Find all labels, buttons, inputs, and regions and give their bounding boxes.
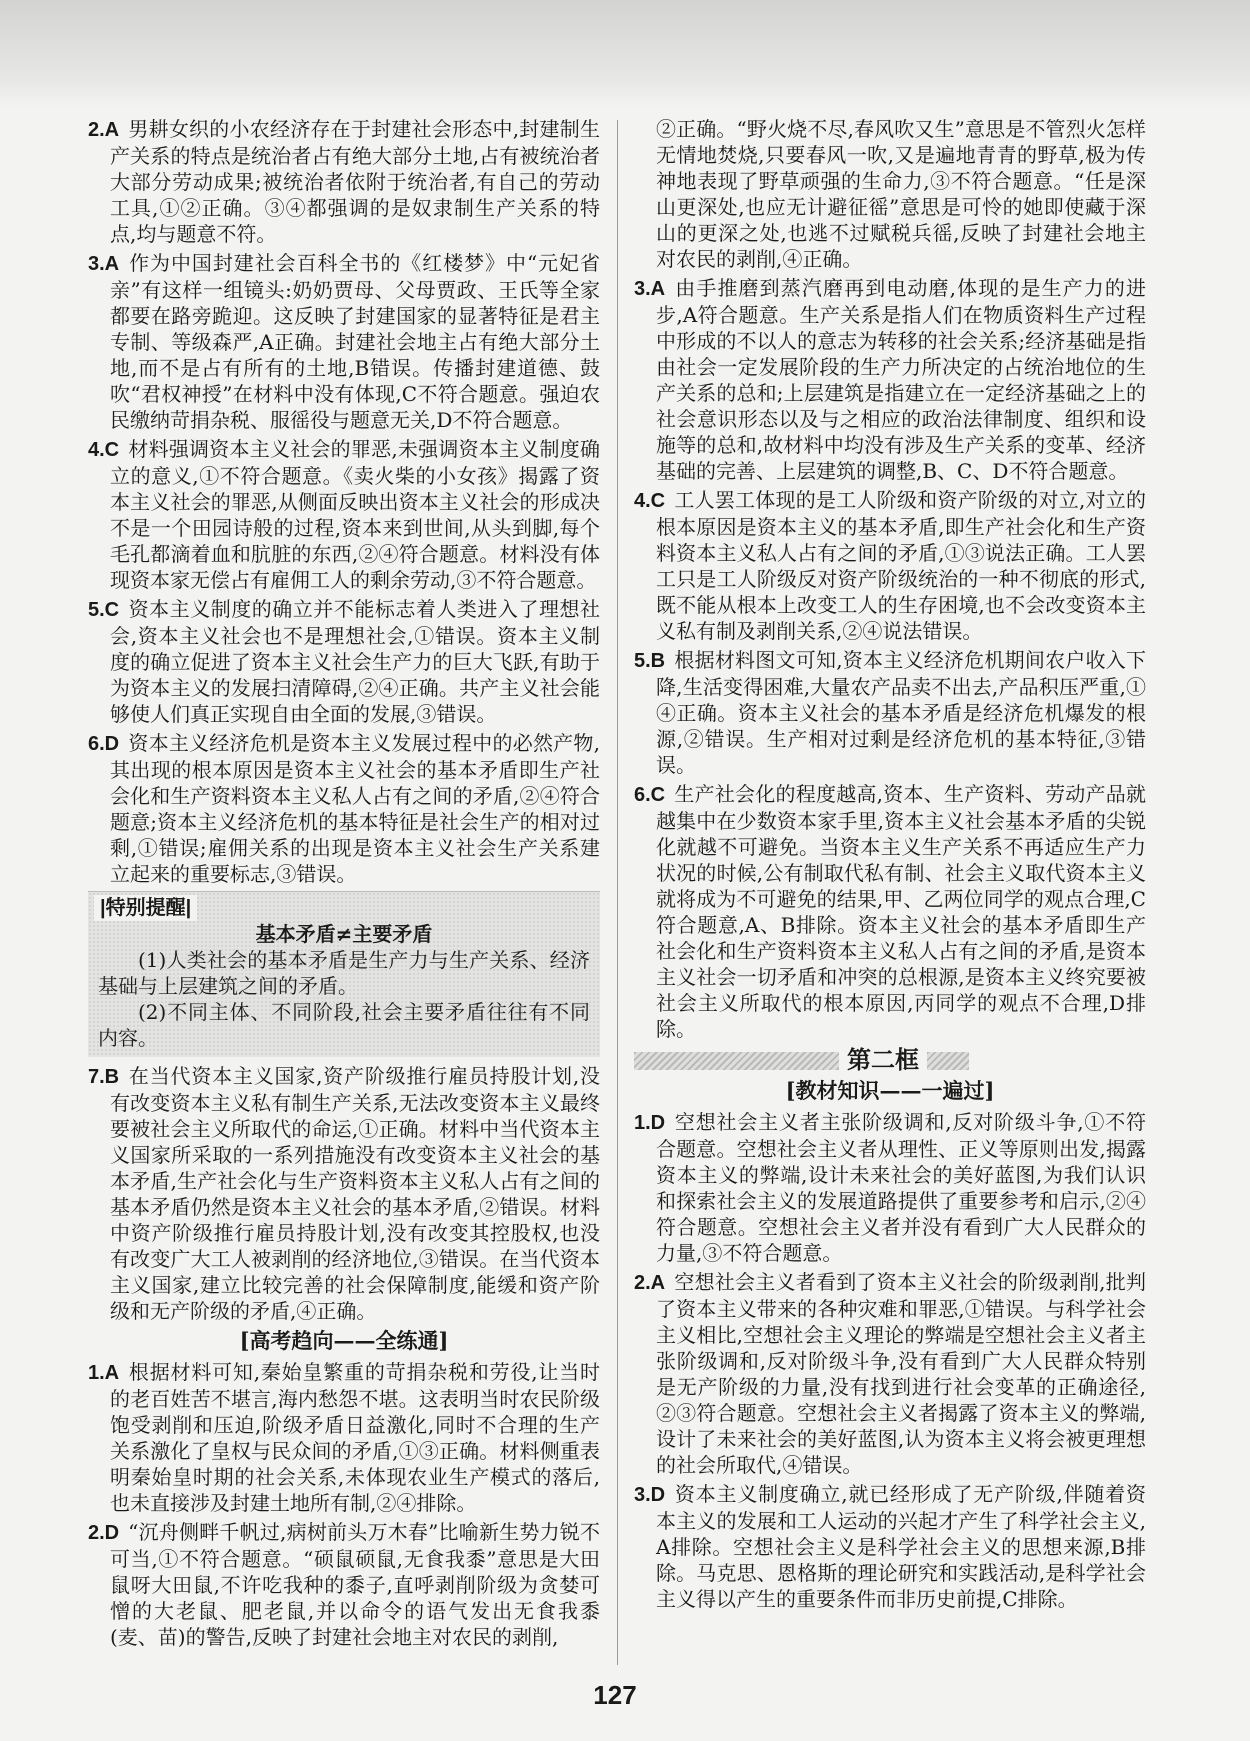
answer-label: 3.D [634,1484,666,1506]
answer-item [88,596,600,727]
answer-text: 根据材料图文可知,资本主义经济危机期间农户收入下降,生活变得困难,大量农产品卖不出去,产品积压严重,①④正确。资本主义社会的基本矛盾是经济危机爆发的根源,②错误。生产相对过剩是经济危机的基本特征,③错误。 [656,648,1146,777]
answer-item [634,781,1146,1042]
answer-item [88,436,600,593]
answer-text: 空想社会主义者主张阶级调和,反对阶级斗争,①不符合题意。空想社会主义者从理性、正义等原则出发,揭露资本主义的弊端,设计未来社会的美好蓝图,为我们认识和探索社会主义的发展道路提供了重要参考和启示,②④符合题意。空想社会主义者并没有看到广大人民群众的力量,③不符合题意。 [656,1110,1146,1265]
section-title-gaokao: [高考趋向——全练通] [239,1328,449,1353]
answer-item [634,1481,1146,1612]
answer-label: 4.C [634,490,666,512]
answer-continuation: ②正确。“野火烧不尽,春风吹又生”意思是不管烈火怎样无情地焚烧,只要春风一吹,又是遍地青青的野草,极为传神地表现了野草顽强的生命力,③不符合题意。“任是深山更深处,也应无计避征徭”意思是可怜的她即使藏于深山的更深之处,也逃不过赋税兵徭,反映了封建社会地主对农民的剥削,④正确。 [656,117,1146,271]
answer-text: 资本主义经济危机是资本主义发展过程中的必然产物,其出现的根本原因是资本主义社会的基本矛盾即生产社会化和生产资料资本主义私人占有之间的矛盾,②④符合题意;资本主义经济危机的基本特征是社会生产的相对过剩,①错误;雇佣关系的出现是资本主义社会生产关系建立起来的重要标志,③错误。 [110,731,600,886]
answer-item [88,116,600,247]
answer-text: 根据材料可知,秦始皇繁重的苛捐杂税和劳役,让当时的老百姓苦不堪言,海内愁怨不堪。这表明当时农民阶级饱受剥削和压迫,阶级矛盾日益激化,同时不合理的生产关系激化了皇权与民众间的矛盾,①③正确。材料侧重表明秦始皇时期的社会关系,未体现农业生产模式的落后,也未直接涉及封建土地所有制,②④排除。 [110,1360,600,1515]
answer-text: 由手推磨到蒸汽磨再到电动磨,体现的是生产力的进步,A符合题意。生产关系是指人们在物质资料生产过程中形成的不以人的意志为转移的社会关系;经济基础是指由社会一定发展阶段的生产力所决定的占统治地位的生产关系的总和;上层建筑是指建立在一定经济基础之上的社会意识形态以及与之相应的政治法律制度、组织和设施等的总和,故材料中均没有涉及生产关系的变革、经济基础的完善、上层建筑的调整,B、C、D不符合题意。 [656,276,1146,483]
answer-item [88,1519,600,1650]
scan-top-shadow [0,0,1250,108]
answer-item [634,647,1146,778]
answer-label: 2.A [88,119,120,141]
answer-item [634,1109,1146,1266]
answer-label: 5.B [634,650,666,672]
special-reminder-title: 基本矛盾≠主要矛盾 [255,922,433,946]
left-column [88,116,600,1653]
column-divider [617,120,618,1665]
answer-label: 3.A [88,253,120,275]
answer-item [634,487,1146,644]
frame-header-bar [927,1052,969,1070]
frame-header-bar [634,1052,839,1070]
answer-label: 1.D [634,1112,666,1134]
answer-item [88,1063,600,1324]
answer-label: 1.A [88,1362,120,1384]
answer-label: 2.A [634,1272,666,1294]
special-reminder-tag: |特别提醒| [94,895,197,921]
answer-label: 7.B [88,1066,120,1088]
special-reminder-box [88,891,600,1057]
answer-label: 4.C [88,439,120,461]
answer-item [88,250,600,433]
answer-text: 作为中国封建社会百科全书的《红楼梦》中“元妃省亲”有这样一组镜头:奶奶贾母、父母贾政、王氏等全家都要在路旁跪迎。这反映了封建国家的显著特征是君主专制、等级森严,A正确。封建社会地主占有绝大部分土地,而不是占有所有的土地,B错误。传播封建道德、鼓吹“君权神授”在材料中没有体现,C不符合题意。强迫农民缴纳苛捐杂税、服徭役与题意无关,D不符合题意。 [110,251,600,432]
answer-label: 6.D [88,733,120,755]
answer-item [634,1269,1146,1478]
section-title-textbook: [教材知识——一遍过] [785,1078,995,1103]
answer-label: 2.D [88,1522,120,1544]
answer-item [88,1359,600,1516]
answer-label: 3.A [634,278,666,300]
answer-text: 在当代资本主义国家,资产阶级推行雇员持股计划,没有改变资本主义私有制生产关系,无法改变资本主义最终要被社会主义所取代的命运,①正确。材料中当代资本主义国家所采取的一系列措施没有改变资本主义社会的基本矛盾,生产社会化与生产资料资本主义私人占有之间的基本矛盾仍然是资本主义社会的基本矛盾,②错误。材料中资产阶级推行雇员持股计划,没有改变其控股权,也没有改变广大工人被剥削的经济地位,③错误。在当代资本主义国家,建立比较完善的社会保障制度,能缓和资产阶级和无产阶级的矛盾,④正确。 [110,1064,600,1323]
special-reminder-point: (1)人类社会的基本矛盾是生产力与生产关系、经济基础与上层建筑之间的矛盾。 [98,948,590,998]
frame-title: 第二框 [847,1047,919,1074]
answer-text: 空想社会主义者看到了资本主义社会的阶级剥削,批判了资本主义带来的各种灾难和罪恶,①错误。与科学社会主义相比,空想社会主义理论的弊端是空想社会主义者主张阶级调和,反对阶级斗争,没有看到广大人民群众特别是无产阶级的力量,没有找到进行社会变革的正确途径,②③符合题意。空想社会主义者揭露了资本主义的弊端,设计了未来社会的美好蓝图,认为资本主义将会被更理想的社会所取代,④错误。 [656,1270,1146,1477]
special-reminder-point: (2)不同主体、不同阶段,社会主要矛盾往往有不同内容。 [98,1000,590,1050]
answer-text: 男耕女织的小农经济存在于封建社会形态中,封建制生产关系的特点是统治者占有绝大部分土地,占有被统治者大部分劳动成果;被统治者依附于统治者,有自己的劳动工具,①②正确。③④都强调的是奴隶制生产关系的特点,均与题意不符。 [110,117,600,246]
answer-label: 6.C [634,784,666,806]
answer-text: 材料强调资本主义社会的罪恶,未强调资本主义制度确立的意义,①不符合题意。《卖火柴的小女孩》揭露了资本主义社会的罪恶,从侧面反映出资本主义社会的形成决不是一个田园诗般的过程,资本来到世间,从头到脚,每个毛孔都滴着血和肮脏的东西,②④符合题意。材料没有体现资本家无偿占有雇佣工人的剩余劳动,③不符合题意。 [110,437,600,592]
answer-item [88,730,600,887]
answer-text: 工人罢工体现的是工人阶级和资产阶级的对立,对立的根本原因是资本主义的基本矛盾,即生产社会化和生产资料资本主义私人占有之间的矛盾,①③说法正确。工人罢工只是工人阶级反对资产阶级统治的一种不彻底的形式,既不能从根本上改变工人的生存困境,也不会改变资本主义私有制及剥削关系,②④说法错误。 [656,488,1146,643]
answer-text: 资本主义制度确立,就已经形成了无产阶级,伴随着资本主义的发展和工人运动的兴起才产生了科学社会主义,A排除。空想社会主义是科学社会主义的思想来源,B排除。马克思、恩格斯的理论研究和实践活动,是科学社会主义得以产生的重要条件而非历史前提,C排除。 [656,1482,1146,1611]
answer-text: “沉舟侧畔千帆过,病树前头万木春”比喻新生势力锐不可当,①不符合题意。“硕鼠硕鼠,无食我黍”意思是大田鼠呀大田鼠,不许吃我种的黍子,直呼剥削阶级为贪婪可憎的大老鼠、肥老鼠,并以命令的语气发出无食我黍(麦、苗)的警告,反映了封建社会地主对农民的剥削, [110,1520,600,1649]
right-column [634,116,1146,1615]
frame-header [634,1048,1146,1074]
answer-text: 生产社会化的程度越高,资本、生产资料、劳动产品就越集中在少数资本家手里,资本主义社会基本矛盾的尖锐化就越不可避免。当资本主义生产关系不再适应生产力状况的时候,公有制取代私有制、社会主义取代资本主义就将成为不可避免的结果,甲、乙两位同学的观点合理,C符合题意,A、B排除。资本主义社会的基本矛盾即生产社会化和生产资料资本主义私人占有之间的矛盾,是资本主义社会一切矛盾和冲突的总根源,是资本主义终究要被社会主义所取代的根本原因,丙同学的观点不合理,D排除。 [656,782,1146,1041]
answer-label: 5.C [88,599,120,621]
answer-text: 资本主义制度的确立并不能标志着人类进入了理想社会,资本主义社会也不是理想社会,①错误。资本主义制度的确立促进了资本主义社会生产力的巨大飞跃,有助于为资本主义的发展扫清障碍,②④正确。共产主义社会能够使人们真正实现自由全面的发展,③错误。 [110,597,600,726]
page-number: 127 [593,1680,637,1710]
answer-item [634,275,1146,484]
